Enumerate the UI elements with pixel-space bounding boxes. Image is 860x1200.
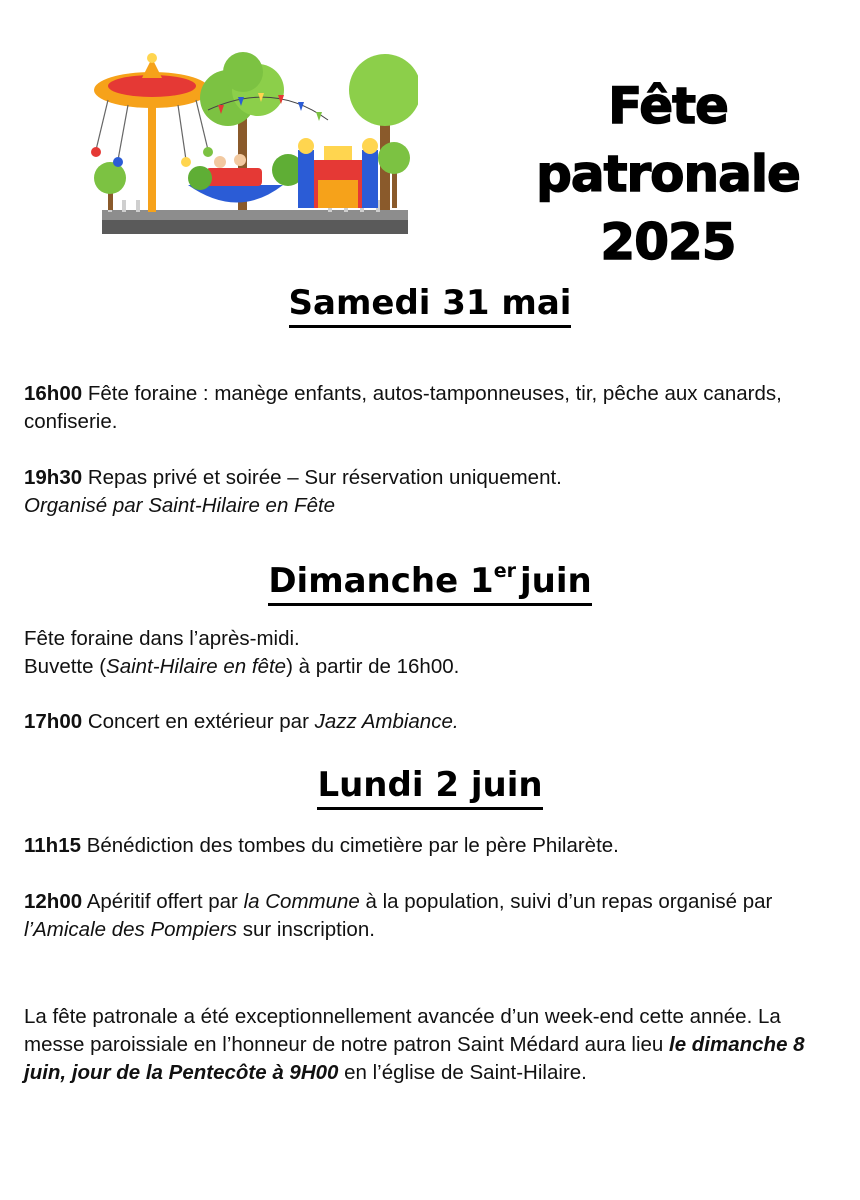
fairground-illustration <box>88 50 418 245</box>
event-text: Apéritif offert par <box>86 890 244 913</box>
time-label: 11h15 <box>24 834 81 857</box>
band-name: Jazz Ambiance. <box>314 710 459 733</box>
host-name: la Commune <box>243 890 360 913</box>
page-title <box>520 72 816 276</box>
organizer-note: Organisé par Saint-Hilaire en Fête <box>24 494 336 517</box>
day-heading-monday-text: Lundi 2 juin <box>317 764 542 810</box>
day-heading-sunday-main: Dimanche 1 <box>268 561 494 601</box>
time-label: 12h00 <box>24 890 83 913</box>
event-text: Fête foraine : manège enfants, autos-tamponneuses, tir, pêche aux canards, confiserie. <box>24 382 782 433</box>
event-text-post: ) à partir de 16h00. <box>286 655 460 678</box>
event-text: à la population, suivi d’un repas organisé par <box>359 890 773 913</box>
organizer-name: Saint-Hilaire en fête <box>106 655 287 678</box>
note-text: La fête patronale a été exceptionnellement avancée d’un week-end cette année. La messe paroissiale en l’honneur de notre patron Saint Médard aura lieu <box>24 1005 781 1056</box>
organizer-name: l’Amicale des Pompiers <box>24 918 238 941</box>
monday-item-2 <box>24 888 844 944</box>
mass-date: le dimanche 8 juin, jour de la Pentecôte à 9H00 <box>24 1033 805 1084</box>
sunday-item-1 <box>24 625 844 681</box>
saturday-item-1 <box>24 380 844 436</box>
day-heading-sunday-end: juin <box>519 561 592 601</box>
sunday-item-2 <box>24 708 844 736</box>
day-heading-monday <box>0 764 860 810</box>
title-line-2: patronale <box>536 145 800 203</box>
time-label: 19h30 <box>24 466 83 489</box>
event-text: sur inscription. <box>237 918 375 941</box>
time-label: 16h00 <box>24 382 83 405</box>
event-text: Fête foraine dans l’après-midi. <box>24 627 300 650</box>
event-text: Repas privé et soirée – Sur réservation uniquement. <box>87 466 562 489</box>
day-heading-saturday-text: Samedi 31 mai <box>289 282 572 328</box>
time-label: 17h00 <box>24 710 83 733</box>
title-line-3: 2025 <box>600 213 736 271</box>
event-text: Bénédiction des tombes du cimetière par le père Philarète. <box>86 834 619 857</box>
day-heading-sunday <box>0 550 860 606</box>
day-heading-saturday <box>0 282 860 328</box>
monday-item-1 <box>24 832 844 860</box>
title-line-1: Fête <box>608 77 728 135</box>
event-text: Concert en extérieur par <box>87 710 315 733</box>
saturday-item-2 <box>24 464 844 520</box>
event-text-pre: Buvette ( <box>24 655 107 678</box>
note-text: en l’église de Saint-Hilaire. <box>338 1061 587 1084</box>
day-heading-sunday-text <box>268 550 591 606</box>
closing-note <box>24 1003 844 1087</box>
day-heading-sunday-sup: er <box>493 560 516 582</box>
